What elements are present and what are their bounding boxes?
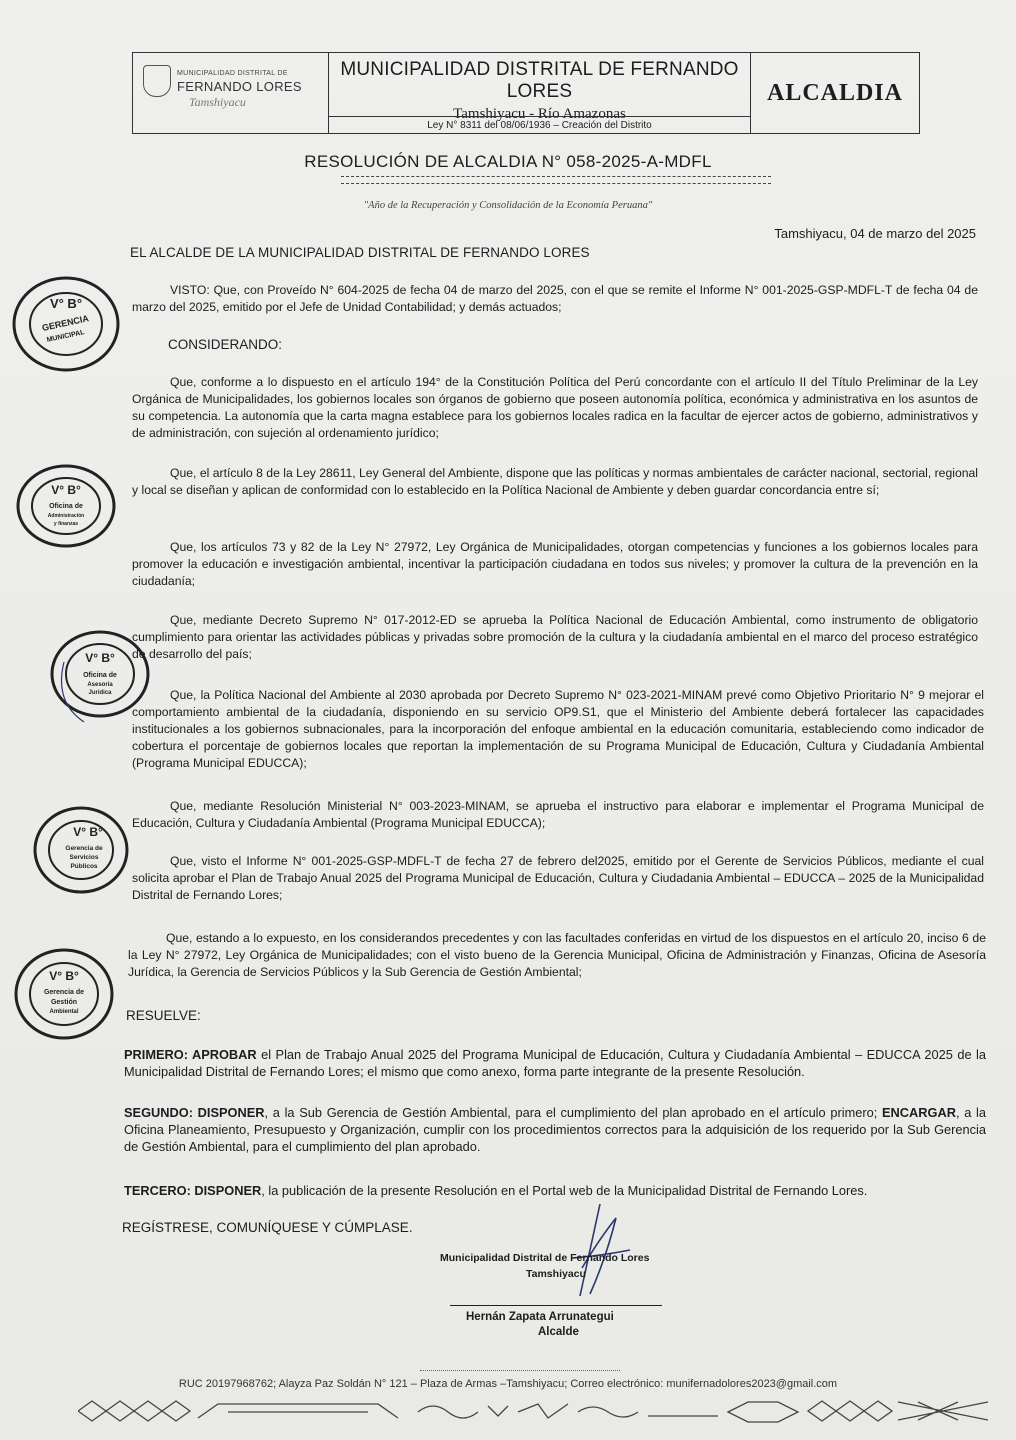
svg-text:Ambiental: Ambiental xyxy=(49,1009,79,1015)
svg-text:GERENCIA: GERENCIA xyxy=(41,313,90,333)
svg-text:Administración: Administración xyxy=(47,513,85,519)
svg-text:MUNICIPAL: MUNICIPAL xyxy=(46,329,86,344)
footer-divider xyxy=(420,1370,620,1371)
svg-text:V° B°: V° B° xyxy=(73,825,103,839)
svg-text:V° B°: V° B° xyxy=(85,651,115,665)
signature-stamp-line2: Tamshiyacu xyxy=(526,1268,586,1280)
svg-text:V° B°: V° B° xyxy=(49,969,79,983)
vb-stamp-gestion-ambiental xyxy=(8,942,120,1048)
svg-text:y finanzas: y finanzas xyxy=(53,521,79,527)
municipality-title: MUNICIPALIDAD DISTRITAL DE FERNANDO LORES xyxy=(340,59,739,102)
considerando-paragraph: Que, los artículos 73 y 82 de la Ley N° 27972, Ley Orgánica de Municipalidades, otorgan competencias y funciones a los gobiernos locales para promover la educación e investigación ambiental, incentivar la participación ciudadana en todos sus niveles; y promover la cultura de la prevención en la ciudadanía; xyxy=(132,540,978,588)
municipality-subtitle: Tamshiyacu - Río Amazonas xyxy=(453,106,626,122)
tercero-article: TERCERO: DISPONER, la publicación de la presente Resolución en el Portal web de la Municipalidad Distrital de Fernando Lores. xyxy=(124,1183,868,1198)
considerando-paragraph: Que, mediante Decreto Supremo N° 017-2012-ED se aprueba la Política Nacional de Educación Ambiental, como instrumento de obligatorio cumplimiento para orientar las actividades públicas y privadas sobre promoción de la cultura y la ciudadanía ambiental en el marco del proceso estratégico de desarrollo del país; xyxy=(132,613,978,661)
letterhead xyxy=(132,52,920,134)
closing-formula: REGÍSTRESE, COMUNÍQUESE Y CÚMPLASE. xyxy=(122,1220,413,1235)
decorative-pattern-band xyxy=(78,1398,988,1424)
signature-line xyxy=(450,1305,662,1306)
svg-text:Gestión: Gestión xyxy=(50,999,78,1006)
svg-text:Jurídica: Jurídica xyxy=(88,690,112,696)
resolution-title: RESOLUCIÓN DE ALCALDIA N° 058-2025-A-MDFL xyxy=(304,152,712,171)
svg-text:Gerencia de: Gerencia de xyxy=(65,845,103,852)
considerando-paragraph: Que, visto el Informe N° 001-2025-GSP-MDFL-T de fecha 27 de febrero del2025, emitido por el Gerente de Servicios Públicos, mediante el cual solicita aprobar el Plan de Trabajo Anual 2025 del Programa Municipal de Educación, Cultura y Ciudadania Ambiental – EDUCCA – 2025 de la Municipalidad Distrital de Fernando Lores; xyxy=(132,854,984,902)
municipal-logo xyxy=(133,53,329,133)
vb-stamp-servicios-publicos xyxy=(28,800,134,900)
letterhead-center xyxy=(329,53,751,133)
considerando-paragraph: Que, mediante Resolución Ministerial N° 003-2023-MINAM, se aprueba el instructivo para elaborar e implementar el Programa Municipal de Educación, Cultura y Ciudadanía Ambiental (Programa Municipal EDUCCA); xyxy=(132,799,984,830)
letterhead-right xyxy=(751,53,919,133)
svg-text:Servicios: Servicios xyxy=(69,854,99,861)
svg-text:Asesoría: Asesoría xyxy=(87,682,113,688)
vb-stamp-gerencia-municipal xyxy=(8,268,126,378)
segundo-article: SEGUNDO: DISPONER, a la Sub Gerencia de Gestión Ambiental, para el cumplimiento del plan aprobado en el artículo primero; ENCARGAR, a la Oficina Planeamiento, Presupuesto y Organización, cumplir con los procedimientos correctos para la adquisición de los requerido por la Sub Gerencia de Gestión Ambiental, para el cumplimiento del plan aprobado. xyxy=(124,1105,986,1154)
resuelve-label: RESUELVE: xyxy=(126,1008,201,1023)
alcalde-heading: EL ALCALDE DE LA MUNICIPALIDAD DISTRITAL DE FERNANDO LORES xyxy=(130,245,590,260)
considerando-label: CONSIDERANDO: xyxy=(168,337,283,352)
vb-stamp-asesoria-juridica xyxy=(44,622,156,732)
considerando-paragraph: Que, la Política Nacional del Ambiente al 2030 aprobada por Decreto Supremo N° 023-2021-MINAM prevé como Objetivo Prioritario N° 9 mejorar el comportamiento ambiental de la ciudadanía, disponiendo en su servicio OP9.S1, que el Ministerio del Ambiente deberá fortalecer las capacidades institucionales a los gobiernos subnacionales, para la incorporación del enfoque ambiental en la educación comunitaria, estableciendo como indicador de cobertura el porcentaje de gobiernos locales que reportan la implementación de su Programa Municipal de Educación, Cultura y Ciudadanía Ambiental (Programa Municipal EDUCCA); xyxy=(132,688,984,770)
signature-stamp-line1: Municipalidad Distrital de Fernando Lores xyxy=(440,1252,650,1264)
considerando-paragraph: Que, estando a lo expuesto, en los considerandos precedentes y con las facultades conferidas en virtud de los dispuestos en el artículo 20, inciso 6 de la Ley N° 27972, Ley Orgánica de Municipalidades; con el visto bueno de la Gerencia Municipal, Oficina de Administración y Finanzas, Oficina de Asesoría Jurídica, la Gerencia de Servicios Públicos y la Sub Gerencia de Gestión Ambiental; xyxy=(128,931,986,979)
primero-article: PRIMERO: APROBAR el Plan de Trabajo Anual 2025 del Programa Municipal de Educación, Cultura y Ciudadanía Ambiental – EDUCCA 2025 de la Municipalidad Distrital de Fernando Lores; el mismo que como anexo, forma parte integrante de la presente Resolución. xyxy=(124,1047,986,1079)
visto-paragraph: VISTO: Que, con Proveído N° 604-2025 de fecha 04 de marzo del 2025, con el que se remite el Informe N° 001-2025-GSP-MDFL-T de fecha 04 de marzo del 2025, emitido por el Jefe de Unidad Contabilidad; y demás actuados; xyxy=(132,283,978,314)
logo-line1: MUNICIPALIDAD DISTRITAL DE xyxy=(177,70,288,77)
considerando-paragraph: Que, el artículo 8 de la Ley 28611, Ley General del Ambiente, dispone que las políticas y normas ambientales de carácter nacional, sectorial, regional y local se diseñan y aplican de conformidad con lo establecido en la Política Nacional de Ambiente y deben guardar concordancia entre sí; xyxy=(132,466,978,497)
signer-role: Alcalde xyxy=(538,1326,579,1338)
year-motto: "Año de la Recuperación y Consolidación de la Economía Peruana" xyxy=(363,200,653,211)
title-underline xyxy=(341,176,771,184)
crest-icon xyxy=(143,65,171,97)
vb-stamp-oficina-administracion xyxy=(10,458,122,554)
logo-line3: Tamshiyacu xyxy=(189,95,246,109)
svg-text:Gerencia de: Gerencia de xyxy=(43,989,85,996)
svg-text:Oficina de: Oficina de xyxy=(83,672,117,679)
alcaldia-label: ALCALDIA xyxy=(766,79,903,106)
logo-line2: FERNANDO LORES xyxy=(177,79,302,94)
signer-name: Hernán Zapata Arrunategui xyxy=(466,1311,614,1323)
considerando-paragraph: Que, conforme a lo dispuesto en el artículo 194° de la Constitución Política del Perú concordante con el artículo II del Título Preliminar de la Ley Orgánica de Municipalidades, los gobiernos locales son órganos de gobierno que poseen autonomía política, económica y administrativa en los asuntos de su competencia. La autonomía que la carta magna establece para los gobiernos locales radica en la facultar de ejercer actos de gobierno, administrativos y de administración, con sujeción al ordenamiento jurídico; xyxy=(132,375,978,440)
footer-contact: RUC 20197968762; Alayza Paz Soldán N° 121 – Plaza de Armas –Tamshiyacu; Correo electrónico: munifernadolores2023@gmail.com xyxy=(178,1378,838,1390)
svg-text:V° B°: V° B° xyxy=(49,296,83,311)
svg-text:Públicos: Públicos xyxy=(70,863,98,870)
svg-text:V° B°: V° B° xyxy=(51,483,81,497)
svg-text:Oficina de: Oficina de xyxy=(49,503,83,510)
document-date: Tamshiyacu, 04 de marzo del 2025 xyxy=(774,226,976,241)
creation-law: Ley N° 8311 del 08/06/1936 – Creación del Distrito xyxy=(329,116,750,134)
